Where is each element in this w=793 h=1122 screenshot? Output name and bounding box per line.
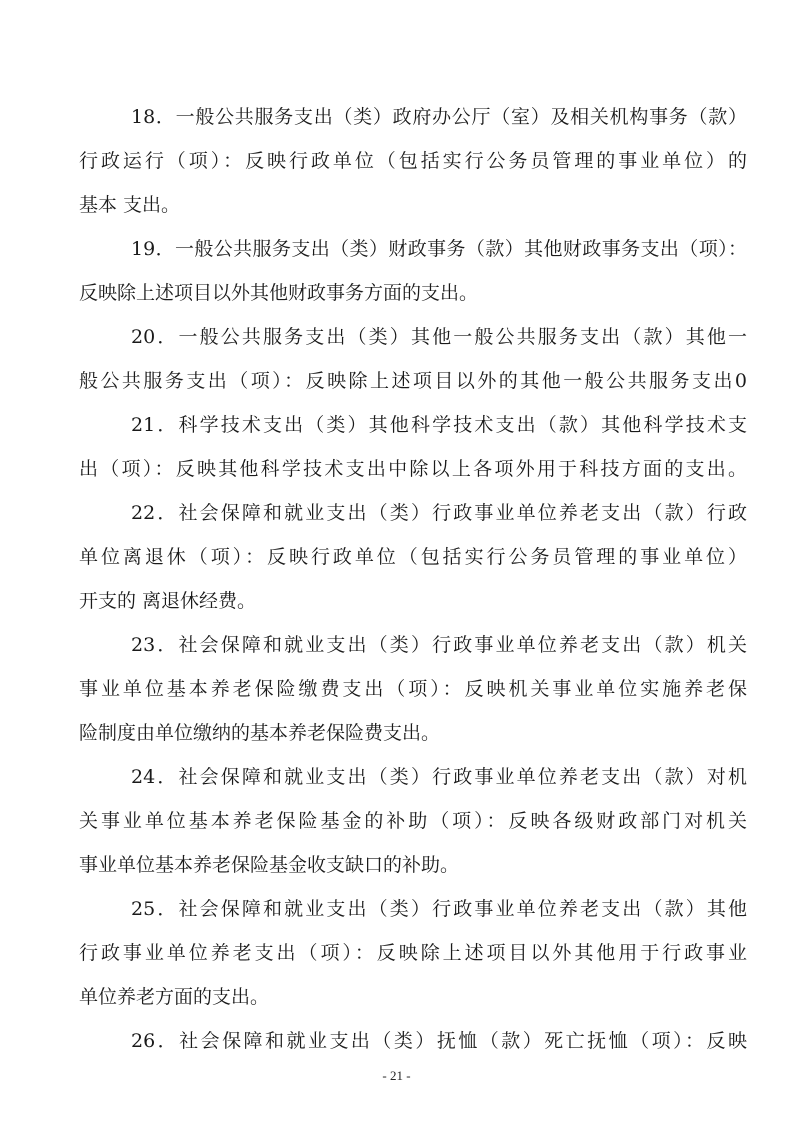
paragraph-19-line-2: 反映除上述项目以外其他财政事务方面的支出。: [79, 282, 479, 304]
paragraph-21-line-1: 21．科学技术支出（类）其他科学技术支出（款）其他科学技术支: [131, 414, 747, 436]
paragraph-23-line-3: 险制度由单位缴纳的基本养老保险费支出。: [79, 722, 441, 744]
paragraph-20-line-2: 般公共服务支出（项）：反映除上述项目以外的其他一般公共服务支出0: [79, 370, 747, 392]
paragraph-26-line-1: 26．社会保障和就业支出（类）抚恤（款）死亡抚恤（项）：反映: [131, 1030, 747, 1052]
paragraph-23-line-1: 23．社会保障和就业支出（类）行政事业单位养老支出（款）机关: [131, 634, 747, 656]
paragraph-18-line-2: 行政运行（项）：反映行政单位（包括实行公务员管理的事业单位）的: [79, 150, 747, 172]
paragraph-19-line-1: 19．一般公共服务支出（类）财政事务（款）其他财政事务支出（项）：: [131, 238, 747, 260]
paragraph-24-line-3: 事业单位基本养老保险基金收支缺口的补助。: [79, 854, 460, 876]
paragraph-20-line-1: 20．一般公共服务支出（类）其他一般公共服务支出（款）其他一: [131, 326, 747, 348]
page-number: - 21 -: [382, 1068, 411, 1083]
paragraph-24-line-2: 关事业单位基本养老保险基金的补助（项）：反映各级财政部门对机关: [79, 810, 747, 832]
paragraph-25-line-3: 单位养老方面的支出。: [79, 986, 270, 1008]
paragraph-25-line-1: 25．社会保障和就业支出（类）行政事业单位养老支出（款）其他: [131, 898, 747, 920]
paragraph-23-line-2: 事业单位基本养老保险缴费支出（项）：反映机关事业单位实施养老保: [79, 678, 747, 700]
paragraph-21-line-2: 出（项）：反映其他科学技术支出中除以上各项外用于科技方面的支出。: [79, 458, 747, 480]
paragraph-18-line-1: 18．一般公共服务支出（类）政府办公厅（室）及相关机构事务（款）: [131, 106, 747, 128]
paragraph-18-line-3: 基本 支出。: [79, 194, 181, 216]
paragraph-22-line-1: 22．社会保障和就业支出（类）行政事业单位养老支出（款）行政: [131, 502, 747, 524]
paragraph-24-line-1: 24．社会保障和就业支出（类）行政事业单位养老支出（款）对机: [131, 766, 747, 788]
paragraph-22-line-2: 单位离退休（项）：反映行政单位（包括实行公务员管理的事业单位）: [79, 546, 747, 568]
paragraph-22-line-3: 开支的 离退休经费。: [79, 590, 257, 612]
paragraph-25-line-2: 行政事业单位养老支出（项）：反映除上述项目以外其他用于行政事业: [79, 942, 747, 964]
